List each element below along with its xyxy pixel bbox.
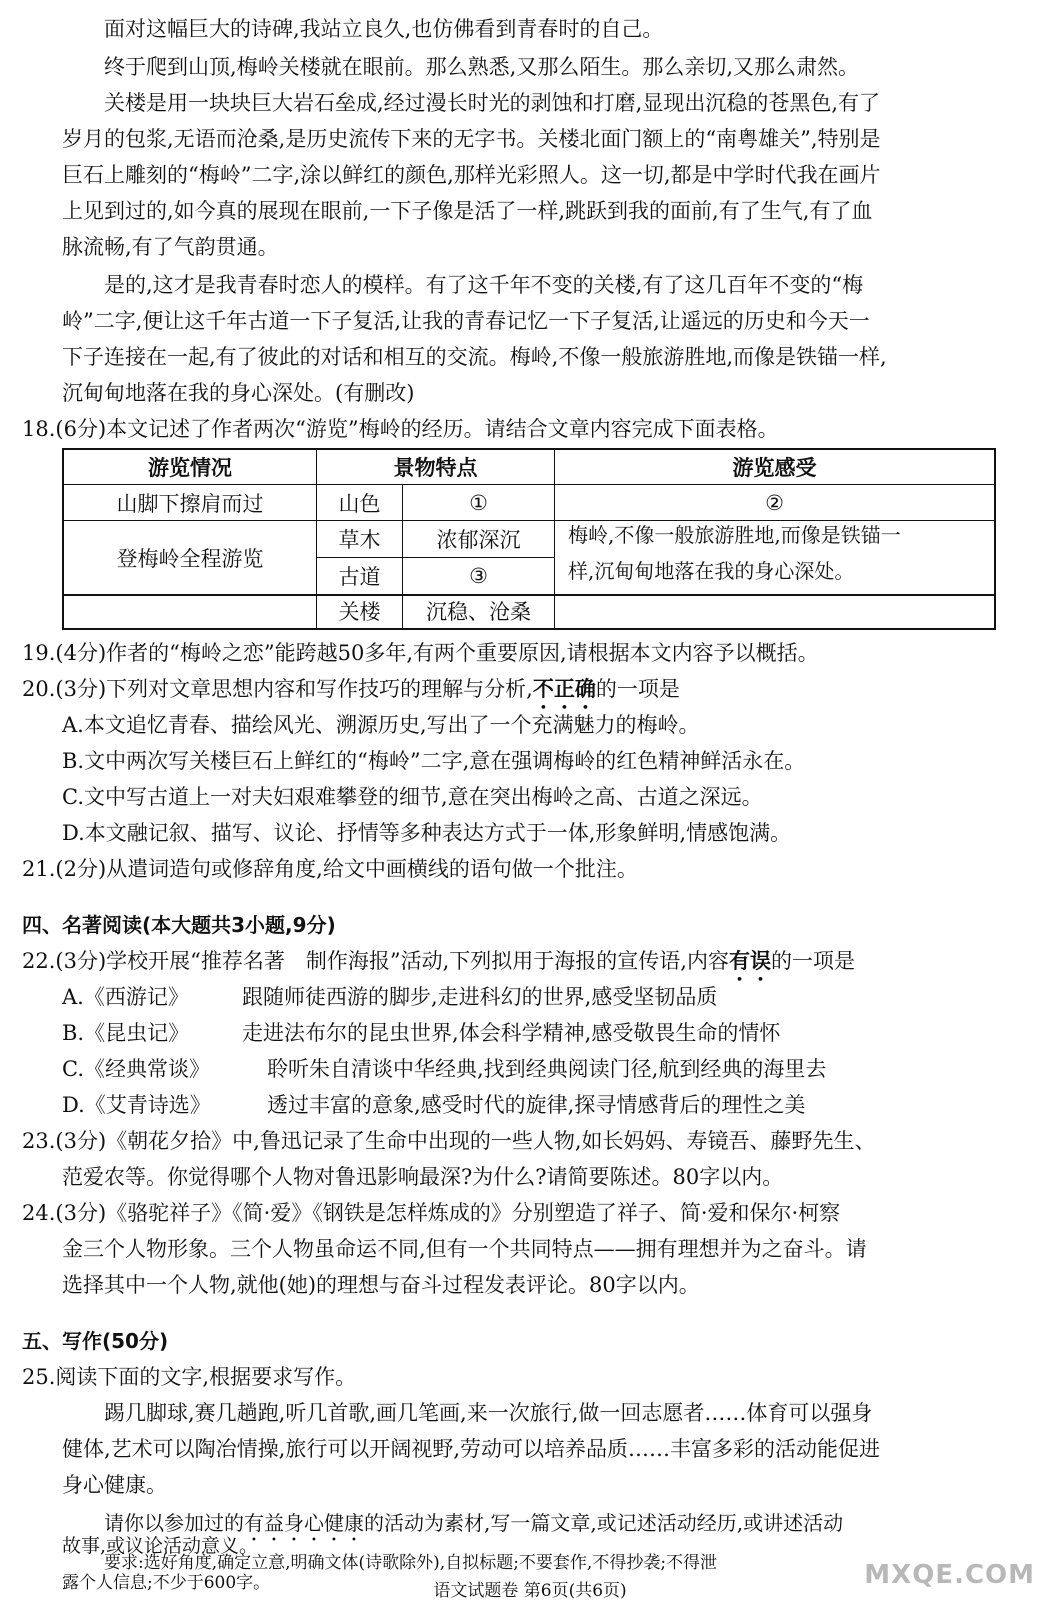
table-header: 游览情况 xyxy=(148,456,232,480)
question-23-cont: 范爱农等。你觉得哪个人物对鲁迅影响最深?为什么?请简要陈述。80字以内。 xyxy=(62,1165,784,1189)
passage-line: 巨石上雕刻的“梅岭”二字,涂以鲜红的颜色,那样光彩照人。这一切,都是中学时代我在画片 xyxy=(62,163,881,187)
passage-line: 岁月的包浆,无语而沧桑,是历史流传下来的无字书。关楼北面门额上的“南粤雄关”,特别是 xyxy=(62,127,881,151)
requirements-line: 要求:选好角度,确定立意,明确文体(诗歌除外),自拟标题;不要套作,不得抄袭;不得泄 xyxy=(104,1553,718,1573)
prompt-line: 踢几脚球,赛几趟跑,听几首歌,画几笔画,来一次旅行,做一回志愿者……体育可以强身 xyxy=(104,1401,873,1425)
passage-line: 是的,这才是我青春时恋人的模样。有了这千年不变的关楼,有了这几百年不变的“梅 xyxy=(104,273,864,297)
question-21: 21.(2分)从遣词造句或修辞角度,给文中画横线的语句做一个批注。 xyxy=(22,857,638,881)
passage-line: 终于爬到山顶,梅岭关楼就在眼前。那么熟悉,又那么陌生。那么亲切,又那么肃然。 xyxy=(104,55,860,79)
passage-line: 沉甸甸地落在我的身心深处。(有删改) xyxy=(62,381,415,405)
question-24: 24.(3分)《骆驼祥子》《简·爱》《钢铁是怎样炼成的》分别塑造了祥子、简·爱和保尔·柯察 xyxy=(22,1201,841,1225)
q22-option-text: 跟随师徒西游的脚步,走进科幻的世界,感受坚韧品质 xyxy=(242,985,718,1009)
table-header: 游览感受 xyxy=(732,456,817,480)
q22-option-a xyxy=(62,982,717,1012)
table-cell-item: 关楼 xyxy=(338,600,381,624)
task-line: 故事,或议论活动意义。 xyxy=(62,1535,259,1557)
table-cell-item: 古道 xyxy=(338,565,381,589)
task-emphasis: 有益身心健康 xyxy=(244,1511,364,1535)
q20-option-c: C.文中写古道上一对夫妇艰难攀登的细节,意在突出梅岭之高、古道之深远。 xyxy=(62,785,763,809)
q22-emphasis: 有误 xyxy=(728,949,771,973)
table-cell-feature: ③ xyxy=(469,564,488,588)
section-5-heading: 五、写作(50分) xyxy=(22,1329,169,1353)
prompt-line: 身心健康。 xyxy=(62,1473,167,1497)
table-cell-feeling: 梅岭,不像一般旅游胜地,而像是铁锚一 xyxy=(568,523,901,547)
q20-option-a: A.本文追忆青春、描绘风光、溯源历史,写出了一个充满魅力的梅岭。 xyxy=(62,713,700,737)
q22-option-c xyxy=(62,1054,826,1084)
passage-line: 岭”二字,便让这千年古道一下子复活,让我的青春记忆一下子复活,让遥远的历史和今天一 xyxy=(62,309,870,333)
table-cell-situation: 山脚下擦肩而过 xyxy=(116,491,264,516)
q22-option-text: 透过丰富的意象,感受时代的旋律,探寻情感背后的理性之美 xyxy=(267,1093,806,1117)
q20-emphasis: 不正确 xyxy=(532,677,596,701)
table-cell-feature: 沉稳、沧桑 xyxy=(426,600,531,624)
question-18: 18.(6分)本文记述了作者两次“游览”梅岭的经历。请结合文章内容完成下面表格。 xyxy=(22,417,779,441)
table-header: 景物特点 xyxy=(393,456,478,480)
table-cell-feeling: ② xyxy=(765,490,784,515)
question-23: 23.(3分)《朝花夕拾》中,鲁迅记录了生命中出现的一些人物,如长妈妈、寿镜吾、藤野先生、 xyxy=(22,1129,876,1153)
q22-option-book: C.《经典常谈》 xyxy=(62,1057,210,1081)
watermark-logo: MXQE.COM xyxy=(864,1560,1035,1590)
table-cell-situation: 登梅岭全程游览 xyxy=(116,546,264,571)
question-24-cont: 金三个人物形象。三个人物虽命运不同,但有一个共同特点——拥有理想并为之奋斗。请 xyxy=(62,1237,867,1261)
q22-stem-end: 的一项是 xyxy=(770,949,855,973)
q22-option-book: B.《昆虫记》 xyxy=(62,1021,190,1045)
q22-option-text: 走进法布尔的昆虫世界,体会科学精神,感受敬畏生命的情怀 xyxy=(242,1021,781,1045)
table-cell-feeling: 样,沉甸甸地落在我的身心深处。 xyxy=(568,559,855,583)
q20-stem: 20.(3分)下列对文章思想内容和写作技巧的理解与分析, xyxy=(22,677,533,701)
passage-line: 上见到过的,如今真的展现在眼前,一下子像是活了一样,跳跃到我的面前,有了生气,有了血 xyxy=(62,199,873,223)
table-cell-feature: ① xyxy=(469,490,488,515)
question-20 xyxy=(22,674,680,704)
requirements-line: 露个人信息;不少于600字。 xyxy=(62,1573,271,1593)
q22-stem: 22.(3分)学校开展“推荐名著 制作海报”活动,下列拟用于海报的宣传语,内容 xyxy=(22,949,729,973)
q20-stem-end: 的一项是 xyxy=(595,677,680,701)
question-25: 25.阅读下面的文字,根据要求写作。 xyxy=(22,1365,357,1389)
table-cell-item: 草木 xyxy=(338,528,381,552)
passage-line: 关楼是用一块块巨大岩石垒成,经过漫长时光的剥蚀和打磨,显现出沉稳的苍黑色,有了 xyxy=(104,91,881,115)
q22-option-book: A.《西游记》 xyxy=(62,985,189,1009)
passage-line: 下子连接在一起,有了彼此的对话和相互的交流。梅岭,不像一般旅游胜地,而像是铁锚一样, xyxy=(62,345,887,369)
tour-table-extension xyxy=(62,594,996,630)
table-cell-item: 山色 xyxy=(338,491,381,516)
question-19: 19.(4分)作者的“梅岭之恋”能跨越50多年,有两个重要原因,请根据本文内容予以概括。 xyxy=(22,641,819,665)
task-text: 的活动为素材,写一篇文章,或记述活动经历,或讲述活动 xyxy=(364,1511,844,1535)
page-footer: 语文试题卷 第6页(共6页) xyxy=(433,1581,627,1601)
q22-option-text: 聆听朱自清谈中华经典,找到经典阅读门径,航到经典的海里去 xyxy=(267,1057,827,1081)
q20-option-d: D.本文融记叙、描写、议论、抒情等多种表达方式于一体,形象鲜明,情感饱满。 xyxy=(62,821,792,845)
section-4-heading: 四、名著阅读(本大题共3小题,9分) xyxy=(22,913,336,937)
question-22 xyxy=(22,946,855,976)
q22-option-b xyxy=(62,1018,780,1048)
q20-option-b: B.文中两次写关楼巨石上鲜红的“梅岭”二字,意在强调梅岭的红色精神鲜活永在。 xyxy=(62,749,806,773)
question-24-cont: 选择其中一个人物,就他(她)的理想与奋斗过程发表评论。80字以内。 xyxy=(62,1273,700,1297)
prompt-line: 健体,艺术可以陶冶情操,旅行可以开阔视野,劳动可以培养品质……丰富多彩的活动能促进 xyxy=(62,1437,881,1461)
passage-line: 脉流畅,有了气韵贯通。 xyxy=(62,235,279,259)
task-text: 请你以参加过的 xyxy=(104,1511,244,1535)
table-cell-feature: 浓郁深沉 xyxy=(436,528,521,552)
passage-line: 面对这幅巨大的诗碑,我站立良久,也仿佛看到青春时的自己。 xyxy=(104,17,664,41)
q22-option-book: D.《艾青诗选》 xyxy=(62,1093,211,1117)
q22-option-d xyxy=(62,1090,805,1120)
